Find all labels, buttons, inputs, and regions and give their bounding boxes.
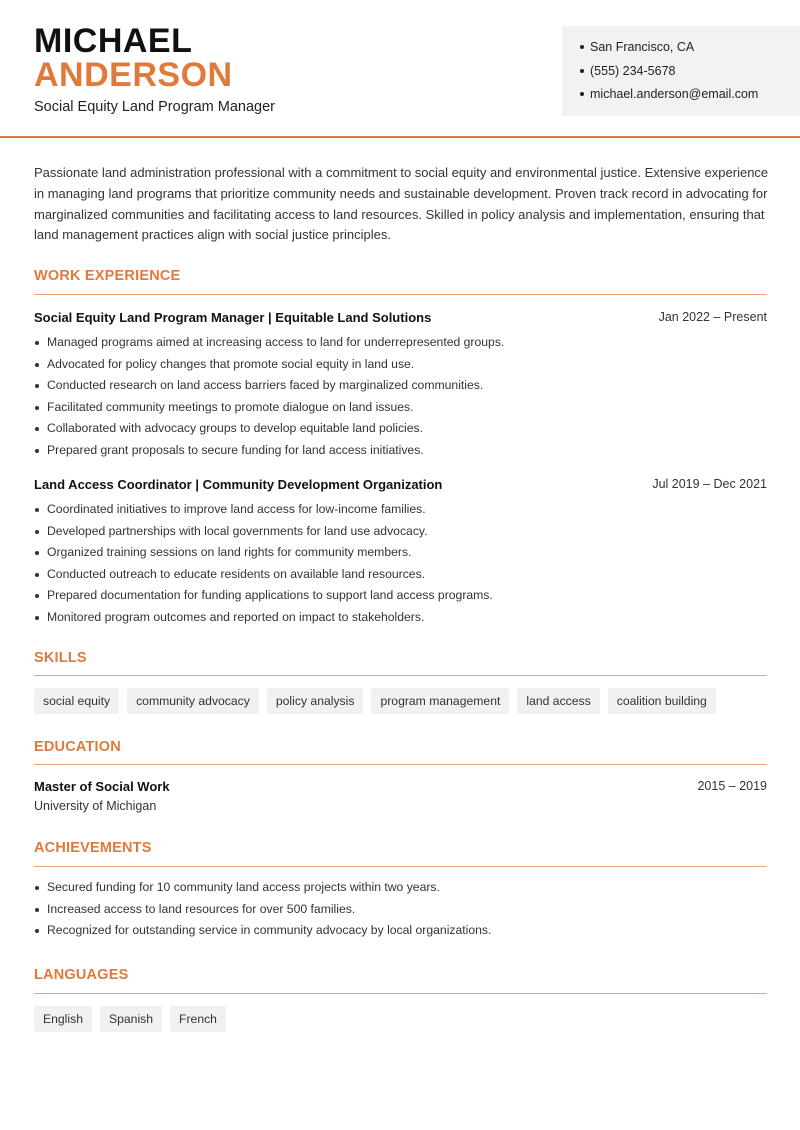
- list-item: Secured funding for 10 community land access projects within two years.: [34, 877, 767, 899]
- job-title: Social Equity Land Program Manager | Equitable Land Solutions: [34, 310, 432, 325]
- list-item: Increased access to land resources for over 500 families.: [34, 899, 767, 921]
- section-title-achievements: ACHIEVEMENTS: [34, 840, 152, 856]
- list-item: Prepared grant proposals to secure funding for land access initiatives.: [34, 440, 767, 462]
- education-degree: Master of Social Work: [34, 779, 170, 794]
- list-item: Managed programs aimed at increasing access to land for underrepresented groups.: [34, 332, 767, 354]
- section-divider: [34, 993, 767, 994]
- job-headline: Social Equity Land Program Manager: [34, 99, 275, 115]
- job-bullet-list: [34, 332, 767, 461]
- list-item: Facilitated community meetings to promote dialogue on land issues.: [34, 397, 767, 419]
- list-item: Recognized for outstanding service in community advocacy by local organizations.: [34, 920, 767, 942]
- list-item: Developed partnerships with local governments for land use advocacy.: [34, 521, 767, 543]
- job-dates: Jul 2019 – Dec 2021: [652, 477, 767, 491]
- skill-tag: land access: [517, 688, 599, 714]
- contact-location: San Francisco, CA: [580, 36, 800, 60]
- languages-tag-list: [34, 1006, 226, 1032]
- section-title-education: EDUCATION: [34, 739, 121, 755]
- language-tag: French: [170, 1006, 226, 1032]
- skill-tag: social equity: [34, 688, 119, 714]
- first-name: MICHAEL: [34, 22, 193, 60]
- skills-tag-list: [34, 688, 716, 714]
- achievements-list: [34, 877, 767, 942]
- last-name: ANDERSON: [34, 56, 233, 94]
- job-dates: Jan 2022 – Present: [658, 310, 767, 324]
- section-title-work: WORK EXPERIENCE: [34, 268, 181, 284]
- contact-box: [562, 26, 800, 116]
- list-item: Advocated for policy changes that promote social equity in land use.: [34, 354, 767, 376]
- skill-tag: community advocacy: [127, 688, 259, 714]
- contact-phone: (555) 234-5678: [580, 60, 800, 84]
- resume-header: [0, 0, 800, 138]
- section-divider: [34, 675, 767, 676]
- list-item: Conducted outreach to educate residents on available land resources.: [34, 564, 767, 586]
- skill-tag: program management: [371, 688, 509, 714]
- job-bullet-list: [34, 499, 767, 628]
- skill-tag: policy analysis: [267, 688, 364, 714]
- list-item: Organized training sessions on land rights for community members.: [34, 542, 767, 564]
- list-item: Conducted research on land access barriers faced by marginalized communities.: [34, 375, 767, 397]
- list-item: Monitored program outcomes and reported on impact to stakeholders.: [34, 607, 767, 629]
- list-item: Collaborated with advocacy groups to develop equitable land policies.: [34, 418, 767, 440]
- section-title-languages: LANGUAGES: [34, 967, 129, 983]
- section-title-skills: SKILLS: [34, 650, 87, 666]
- contact-email: michael.anderson@email.com: [580, 83, 800, 107]
- skill-tag: coalition building: [608, 688, 716, 714]
- section-divider: [34, 764, 767, 765]
- job-title: Land Access Coordinator | Community Development Organization: [34, 477, 443, 492]
- section-divider: [34, 294, 767, 295]
- section-divider: [34, 866, 767, 867]
- list-item: Prepared documentation for funding applications to support land access programs.: [34, 585, 767, 607]
- language-tag: English: [34, 1006, 92, 1032]
- list-item: Coordinated initiatives to improve land access for low-income families.: [34, 499, 767, 521]
- education-school: University of Michigan: [34, 799, 157, 813]
- language-tag: Spanish: [100, 1006, 162, 1032]
- education-dates: 2015 – 2019: [697, 779, 767, 793]
- summary-paragraph: Passionate land administration professional with a commitment to social equity and environmental justice. Extensive experience in managing land programs that prioritize community needs and sustainable development. Proven track record in advocating for marginalized communities and facilitating access to land resources. Skilled in policy analysis and implementation, ensuring that land management practices align with social justice principles.: [34, 165, 769, 243]
